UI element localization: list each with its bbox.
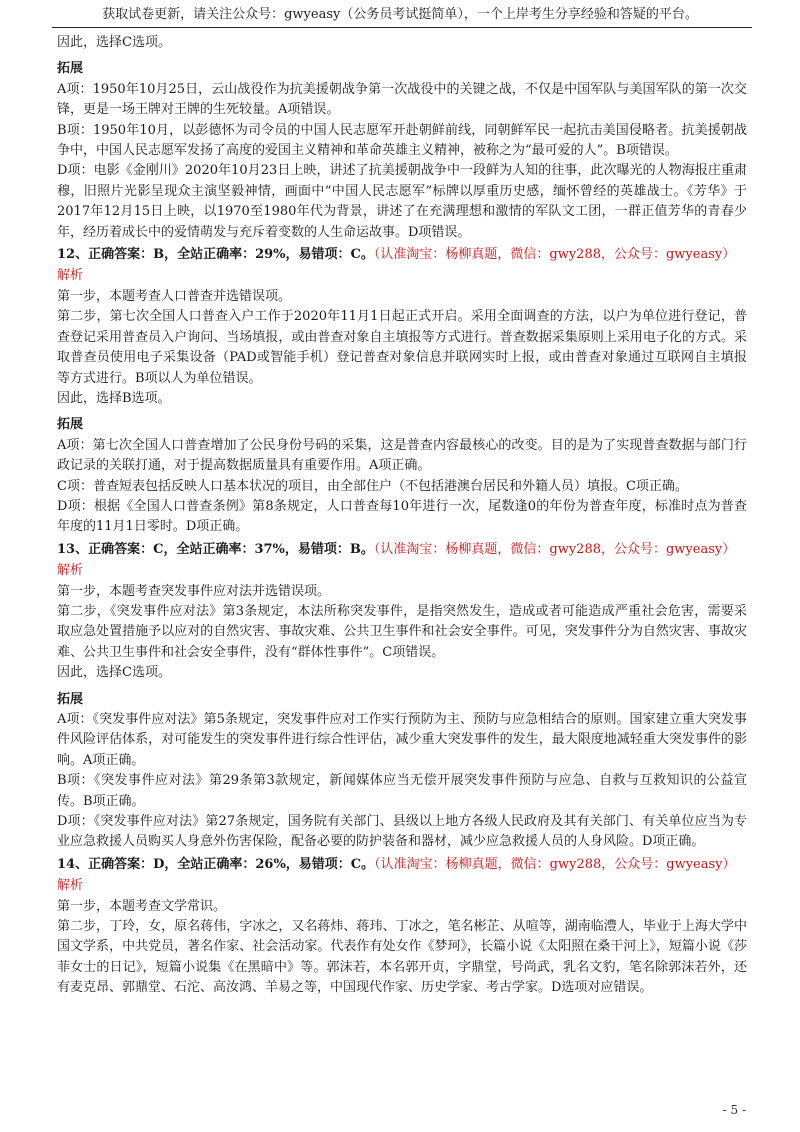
paragraph: A项：1950年10月25日，云山战役作为抗美援朝战争第一次战役中的关键之战，不仅是中国军队与美国军队的第一次交锋，更是一场王牌对王牌的生死较量。A项错误。 — [57, 81, 747, 118]
answer-summary: 14、正确答案：D，全站正确率：26%，易错项：C。 — [57, 856, 375, 872]
section-heading-analysis: 解析 — [57, 878, 84, 894]
header-divider — [52, 27, 752, 28]
answer-summary: 12、正确答案：B，全站正确率：29%，易错项：C。 — [57, 247, 374, 263]
paragraph: A项：第七次全国人口普查增加了公民身份号码的采集，这是普查内容最核心的改变。目的是为了实现普查数据与部门行政记录的关联打通，对于提高数据质量具有重要作用。A项正确。 — [57, 437, 747, 474]
paragraph: 第一步，本题考查突发事件应对法并选错误项。 — [57, 583, 331, 599]
paragraph: 第二步，第七次全国人口普查入户工作于2020年11月1日起正式开启。采用全面调查的方法，以户为单位进行登记，普查登记采用普查员入户询问、当场填报，或由普查对象自主填报等方式进行。普查数据采集原则上采用电子化的方式。采取普查员使用电子采集设备（PAD或智能手机）登记普查对象信息并联网实时上报，或由普查对象通过互联网自主填报等方式进行。B项以人为单位错误。 — [57, 309, 747, 386]
answer-line — [57, 540, 747, 560]
answer-line — [57, 855, 747, 875]
paragraph: 第二步，丁玲，女，原名蒋伟，字冰之，又名蒋炜、蒋玮、丁冰之，笔名彬芷、从喧等，湖南临澧人，毕业于上海大学中国文学系，中共党员，著名作家、社会活动家。代表作有处女作《梦珂》，长篇小说《太阳照在桑干河上》，短篇小说《莎菲女士的日记》，短篇小说集《在黑暗中》等。郭沫若，本名郭开贞，字鼎堂，号尚武，乳名文豹，笔名除郭沫若外，还有麦克昂、郭鼎堂、石沱、高汝鸿、羊易之等，中国现代作家、历史学家、考古学家。D选项对应错误。 — [57, 919, 747, 996]
paragraph: 第一步，本题考查文学常识。 — [57, 898, 227, 914]
paragraph: C项：普查短表包括反映人口基本状况的项目，由全部住户（不包括港澳台居民和外籍人员）填报。C项正确。 — [57, 478, 688, 494]
paragraph: 第一步，本题考查人口普查并选错误项。 — [57, 288, 292, 304]
paragraph: B项：《突发事件应对法》第29条第3款规定，新闻媒体应当无偿开展突发事件预防与应急、自救与互救知识的公益宣传。B项正确。 — [57, 773, 747, 809]
paragraph: D项：根据《全国人口普查条例》第8条规定，人口普查每10年进行一次，尾数逢0的年份为普查年度，标准时点为普查年度的11月1日零时。D项正确。 — [57, 498, 747, 535]
answer-line — [57, 245, 747, 265]
paragraph: B项：1950年10月，以彭德怀为司令员的中国人民志愿军开赴朝鲜前线，同朝鲜军民一起抗击美国侵略者。抗美援朝战争中，中国人民志愿军发扬了高度的爱国主义精神和革命英雄主义精神，被称之为“最可爱的人”。B项错误。 — [57, 122, 747, 159]
page-number: - 5 - — [722, 1103, 746, 1117]
paragraph: D项：电影《金刚川》2020年10月23日上映，讲述了抗美援朝战争中一段鲜为人知的往事，此次曝光的人物海报庄重肃穆，旧照片光影呈现众主演坚毅神情，画面中“中国人民志愿军”标牌以厚重历史感，缅怀曾经的英雄战士。《芳华》于2017年12月15日上映，以1970至1980年代为背景，讲述了在充满理想和激情的军队文工团，一群正值芳华的青春少年，经历着成长中的爱情萌发与充斥着变数的人生命运故事。D项错误。 — [57, 163, 747, 240]
paragraph: 因此，选择C选项。 — [57, 35, 171, 50]
answer-summary: 13、正确答案：C，全站正确率：37%，易错项：B。 — [57, 541, 374, 557]
paragraph: 第二步，《突发事件应对法》第3条规定，本法所称突发事件，是指突然发生，造成或者可能造成严重社会危害，需要采取应急处置措施予以应对的自然灾害、事故灾难、公共卫生事件和社会安全事件。可见，突发事件分为自然灾害、事故灾难、公共卫生事件和社会安全事件，没有“群体性事件”。C项错误。 — [57, 603, 747, 660]
section-heading-extension: 拓展 — [57, 61, 84, 77]
section-heading-extension: 拓展 — [57, 691, 84, 707]
document-body — [57, 33, 747, 999]
source-note: （认准淘宝：杨柳真题，微信：gwy288，公众号：gwyeasy） — [374, 856, 736, 872]
source-note: （认准淘宝：杨柳真题，微信：gwy288，公众号：gwyeasy） — [373, 247, 736, 263]
section-heading-extension: 拓展 — [57, 417, 84, 433]
source-note: （认准淘宝：杨柳真题，微信：gwy288，公众号：gwyeasy） — [373, 541, 736, 557]
paragraph: 因此，选择C选项。 — [57, 665, 171, 681]
paragraph: D项：《突发事件应对法》第27条规定，国务院有关部门、县级以上地方各级人民政府及其有关部门、有关单位应当为专业应急救援人员购买人身意外伤害保险，配备必要的防护装备和器材，减少应急救援人员的人身风险。D项正确。 — [57, 814, 747, 850]
section-heading-analysis: 解析 — [57, 563, 84, 579]
paragraph: A项：《突发事件应对法》第5条规定，突发事件应对工作实行预防为主、预防与应急相结合的原则。国家建立重大突发事件风险评估体系，对可能发生的突发事件进行综合性评估，减少重大突发事件的发生，最大限度地减轻重大突发事件的影响。A项正确。 — [57, 712, 747, 768]
page-header: 获取试卷更新，请关注公众号：gwyeasy（公务员考试挺简单），一个上岸考生分享经验和答疑的平台。 — [102, 7, 698, 22]
section-heading-analysis: 解析 — [57, 268, 84, 284]
paragraph: 因此，选择B选项。 — [57, 390, 171, 406]
